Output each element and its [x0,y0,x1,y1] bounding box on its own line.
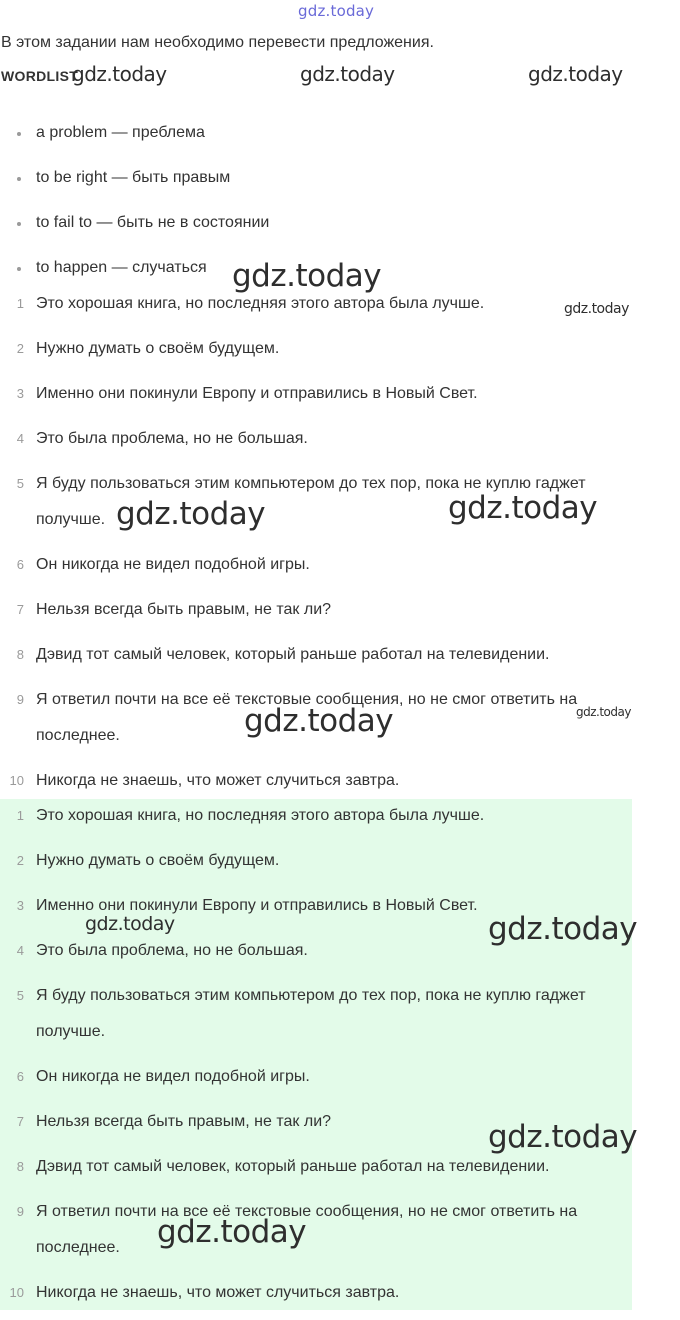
sentence-number: 4 [16,943,24,958]
sentence-number: 4 [16,431,24,446]
wordlist-item-text: to fail to — быть не в состоянии [36,214,270,231]
sentence-number: 6 [16,557,24,572]
sentence-text: Дэвид тот самый человек, который раньше работал на телевидении. [36,1158,550,1175]
sentence-text: Нельзя всегда быть правым, не так ли? [36,601,332,618]
sentence-number: 10 [9,773,24,788]
sentence-item [0,763,640,799]
bullet-dot-icon [17,267,21,271]
watermark: gdz.today [85,913,175,935]
watermark: gdz.today [232,258,382,294]
sentence-item [0,592,640,628]
sentence-item [0,843,610,879]
bullet-dot-icon [17,177,21,181]
sentence-item [0,1275,610,1311]
wordlist [0,122,269,302]
sentence-number: 1 [16,808,24,823]
sentence-text: Это хорошая книга, но последняя этого автора была лучше. [36,295,485,312]
watermark: gdz.today [564,301,629,317]
wordlist-item [0,212,269,257]
sentence-item [0,798,610,834]
wordlist-item-text: to be right — быть правым [36,169,231,186]
task-intro: В этом задании нам необходимо перевести предложения. [1,34,434,51]
wordlist-title: WORDLIST [1,68,79,84]
sentence-number: 9 [16,1204,24,1219]
watermark: gdz.today [116,496,266,532]
sentence-number: 2 [16,853,24,868]
sentence-text: Я буду пользоваться этим компьютером до тех пор, пока не куплю гаджет получше. [36,475,586,528]
sentence-text: Нужно думать о своём будущем. [36,852,280,869]
sentence-number: 7 [16,602,24,617]
watermark: gdz.today [300,62,395,86]
sentence-number: 8 [16,647,24,662]
sentence-text: Нельзя всегда быть правым, не так ли? [36,1113,332,1130]
watermark: gdz.today [72,62,167,86]
sentence-number: 1 [16,296,24,311]
bullet-dot-icon [17,222,21,226]
sentence-number: 5 [16,988,24,1003]
sentence-number: 7 [16,1114,24,1129]
sentence-item [0,637,640,673]
wordlist-item [0,167,269,212]
sentence-item [0,331,640,367]
watermark: gdz.today [528,62,623,86]
sentence-text: Именно они покинули Европу и отправились в Новый Свет. [36,897,478,914]
sentence-text: Это была проблема, но не большая. [36,430,308,447]
sentence-item [0,421,640,457]
sentence-text: Именно они покинули Европу и отправились в Новый Свет. [36,385,478,402]
watermark: gdz.today [488,911,638,947]
watermark: gdz.today [157,1214,307,1250]
sentence-item [0,978,610,1050]
sentence-number: 10 [9,1285,24,1300]
watermark: gdz.today [244,703,394,739]
watermark: gdz.today [576,705,631,719]
sentence-text: Я буду пользоваться этим компьютером до тех пор, пока не куплю гаджет получше. [36,987,586,1040]
watermark: gdz.today [488,1119,638,1155]
sentence-text: Никогда не знаешь, что может случиться завтра. [36,1284,400,1301]
sentence-number: 9 [16,692,24,707]
sentence-number: 3 [16,386,24,401]
sentence-text: Я ответил почти на все её текстовые сообщения, но не смог ответить на последнее. [36,1203,578,1256]
sentence-text: Это была проблема, но не большая. [36,942,308,959]
sentence-item [0,1059,610,1095]
wordlist-item [0,122,269,167]
sentence-number: 8 [16,1159,24,1174]
wordlist-item-text: to happen — случаться [36,259,207,276]
sentence-number: 3 [16,898,24,913]
sentence-number: 6 [16,1069,24,1084]
sentence-text: Это хорошая книга, но последняя этого автора была лучше. [36,807,485,824]
sentence-text: Дэвид тот самый человек, который раньше работал на телевидении. [36,646,550,663]
bullet-dot-icon [17,132,21,136]
sentence-item [0,376,640,412]
top-watermark: gdz.today [298,2,375,20]
watermark: gdz.today [448,490,598,526]
wordlist-item-text: a problem — преблема [36,124,205,141]
sentence-text: Он никогда не видел подобной игры. [36,1068,310,1085]
sentence-text: Никогда не знаешь, что может случиться завтра. [36,772,400,789]
sentence-text: Нужно думать о своём будущем. [36,340,280,357]
sentence-text: Он никогда не видел подобной игры. [36,556,310,573]
sentence-number: 2 [16,341,24,356]
sentence-item [0,547,640,583]
sentence-text: Я ответил почти на все её текстовые сообщения, но не смог ответить на последнее. [36,691,578,744]
sentence-number: 5 [16,476,24,491]
